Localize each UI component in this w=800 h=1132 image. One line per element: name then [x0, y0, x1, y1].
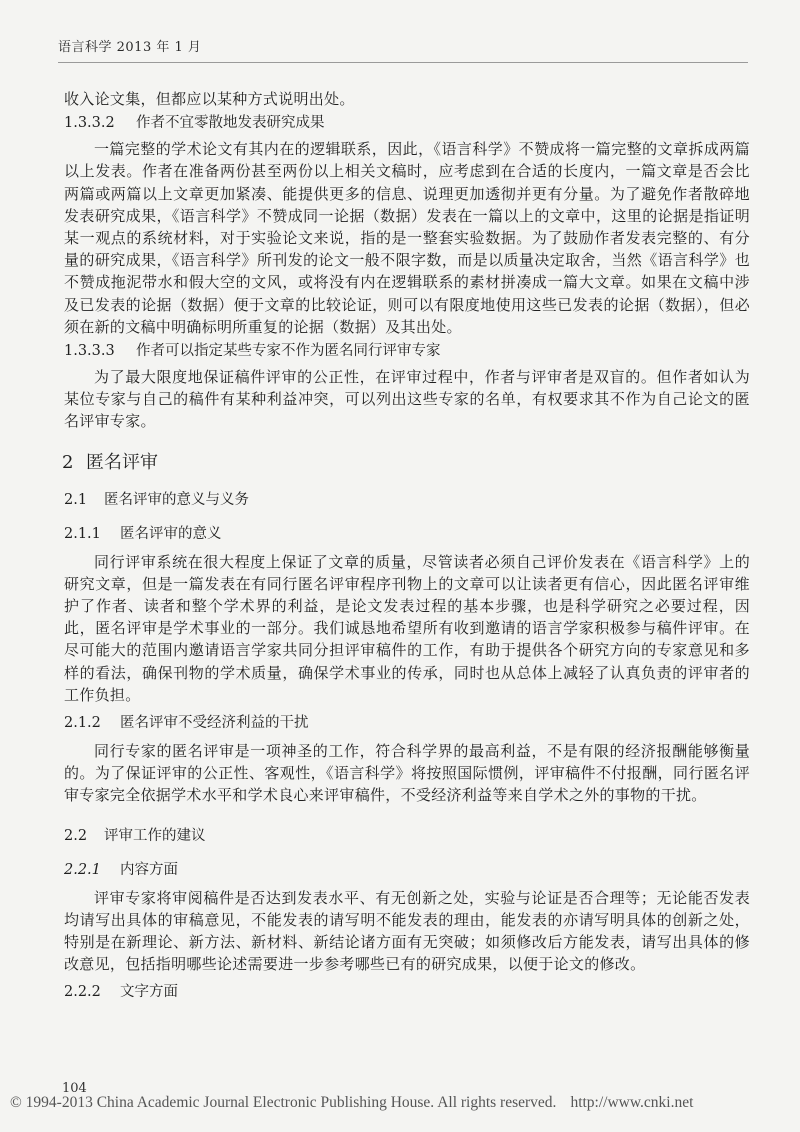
- section-heading-2-2-1: [64, 859, 750, 881]
- section-title: 评审工作的建议: [104, 827, 206, 844]
- section-number: 1.3.3.3: [64, 343, 115, 360]
- page-number: 104: [62, 1081, 87, 1096]
- section-heading-2-1-1: [64, 523, 750, 545]
- section-title: 匿名评审的意义与义务: [104, 491, 249, 508]
- section-title: 作者不宜零散地发表研究成果: [136, 115, 325, 132]
- section-title: 匿名评审: [86, 451, 158, 473]
- article-body: [64, 88, 750, 1009]
- section-title: 匿名评审的意义: [120, 525, 222, 542]
- section-number: 2.1.1: [64, 525, 101, 542]
- section-heading-1-3-3-3: [64, 340, 750, 362]
- paragraph-no-economic-interest: 同行专家的匿名评审是一项神圣的工作，符合科学界的最高利益，不是有限的经济报酬能够衡量的。为了保证评审的公正性、客观性，《语言科学》将按照国际惯例，评审稿件不付报酬，同行匿名评审专家完全依据学术水平和学术良心来评审稿件，不受经济利益等来自学术之外的事物的干扰。: [64, 742, 750, 805]
- copyright-text: © 1994-2013 China Academic Journal Electronic Publishing House. All rights reserved.: [10, 1094, 557, 1111]
- section-number: 2: [62, 451, 74, 473]
- section-title: 作者可以指定某些专家不作为匿名同行评审专家: [136, 343, 441, 360]
- section-title: 匿名评审不受经济利益的干扰: [120, 715, 309, 732]
- paragraph-reviewer-exclusion: 为了最大限度地保证稿件评审的公正性，在评审过程中，作者与评审者是双盲的。但作者如认为某位专家与自己的稿件有某种利益冲突，可以列出这些专家的名单，有权要求其不作为自己论文的匿名评审专家。: [64, 368, 750, 431]
- cnki-url: http://www.cnki.net: [570, 1094, 694, 1111]
- copyright-line: [10, 1094, 790, 1112]
- section-number: 2.1: [64, 491, 88, 508]
- section-heading-2-2-2: [64, 981, 750, 1003]
- header-rule: [58, 62, 748, 63]
- section-number: 2.2.1: [64, 861, 101, 878]
- section-number: 2.1.2: [64, 715, 101, 732]
- paragraph-content-suggestions: 评审专家将审阅稿件是否达到发表水平、有无创新之处，实验与论证是否合理等；无论能否发表均请写出具体的审稿意见，不能发表的请写明不能发表的理由，能发表的亦请写明具体的创新之处，特别是在新理论、新方法、新材料、新结论诸方面有无突破；如须修改后方能发表，请写出具体的修改意见，包括指明哪些论述需要进一步参考哪些已有的研究成果，以便于论文的修改。: [64, 888, 750, 974]
- paragraph-fragmented-publication: 一篇完整的学术论文有其内在的逻辑联系，因此，《语言科学》不赞成将一篇完整的文章拆成两篇以上发表。作者在准备两份甚至两份以上相关文稿时，应考虑到在合适的长度内，一篇文章是否会比两篇或两篇以上文章更加紧凑、能提供更多的信息、说理更加透彻并更有分量。为了避免作者散碎地发表研究成果，《语言科学》不赞成同一论据（数据）发表在一篇以上的文章中，这里的论据是指证明某一观点的系统材料，对于实验论文来说，指的是一整套实验数据。为了鼓励作者发表完整的、有分量的研究成果，《语言科学》所刊发的论文一般不限字数，而是以质量决定取舍，当然《语言科学》也不赞成拖泥带水和假大空的文风，或将没有内在逻辑联系的素材拼凑成一篇大文章。如果在文稿中涉及已发表的论据（数据）便于文章的比较论证，则可以有限度地使用这些已发表的论据（数据），但必须在新的文稿中明确标明所重复的论据（数据）及其出处。: [64, 140, 750, 336]
- section-heading-2-2: [64, 825, 750, 847]
- section-heading-1-3-3-2: [64, 112, 750, 134]
- section-title: 文字方面: [120, 984, 178, 1001]
- paragraph-continuation: 收入论文集，但都应以某种方式说明出处。: [64, 90, 355, 108]
- section-heading-2-1: [64, 489, 750, 511]
- running-head: 语言科学 2013 年 1 月: [58, 40, 202, 55]
- section-heading-2-1-2: [64, 712, 750, 734]
- section-heading-2: [62, 451, 750, 475]
- spacer: [64, 807, 750, 817]
- section-title: 内容方面: [120, 861, 178, 878]
- paragraph-review-significance: 同行评审系统在很大程度上保证了文章的质量，尽管读者必须自己评价发表在《语言科学》上的研究文章，但是一篇发表在有同行匿名评审程序刊物上的文章可以让读者更有信心，因此匿名评审维护了作者、读者和整个学术界的利益，是论文发表过程的基本步骤，也是科学研究之必要过程，因此，匿名评审是学术事业的一部分。我们诚恳地希望所有收到邀请的语言学家积极参与稿件评审。在尽可能大的范围内邀请语言学家共同分担评审稿件的工作，有助于提供各个研究方向的专家意见和多样的看法，确保刊物的学术质量，确保学术事业的传承，同时也从总体上减轻了认真负责的评审者的工作负担。: [64, 552, 750, 704]
- section-number: 2.2: [64, 827, 88, 844]
- section-number: 2.2.2: [64, 984, 101, 1001]
- section-number: 1.3.3.2: [64, 115, 115, 132]
